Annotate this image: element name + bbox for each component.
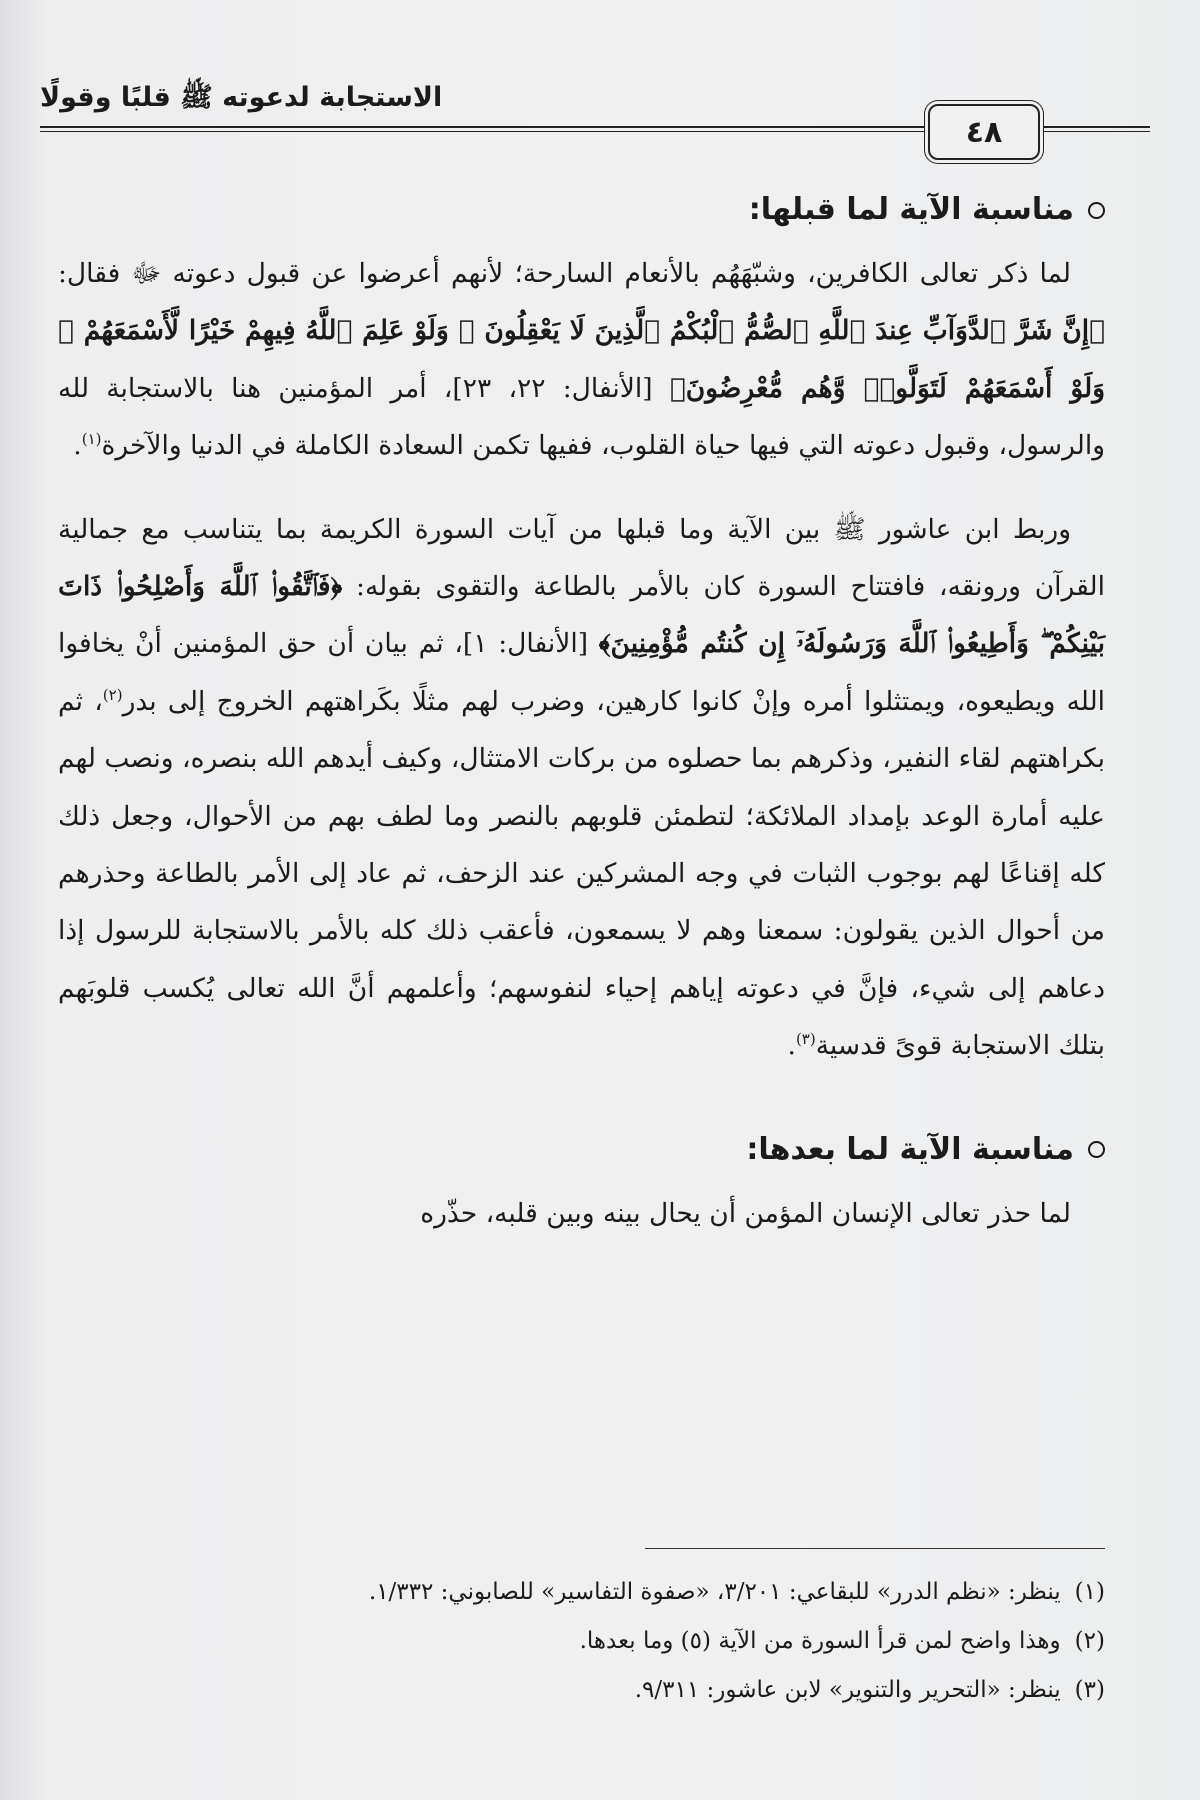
section-heading-after bbox=[58, 1115, 1105, 1185]
footnote-number: (٢) bbox=[1074, 1628, 1105, 1654]
paragraph-2 bbox=[58, 501, 1105, 1075]
paragraph-text: لما ذكر تعالى الكافرين، وشبّهَهُم بالأنعام السارحة؛ لأنهم أعرضوا عن قبول دعوته ﷻ فقال: bbox=[58, 258, 1071, 289]
footnote-text: ينظر: «التحرير والتنوير» لابن عاشور: ٩/٣١١. bbox=[634, 1677, 1061, 1703]
paragraph-1 bbox=[58, 245, 1105, 475]
circle-bullet-icon bbox=[1088, 1141, 1105, 1158]
footnotes bbox=[100, 1568, 1105, 1715]
footnote-item bbox=[100, 1617, 1105, 1666]
footnote-ref[interactable]: (٢) bbox=[102, 686, 123, 705]
circle-bullet-icon bbox=[1088, 202, 1105, 219]
footnote-text: ينظر: «نظم الدرر» للبقاعي: ٣/٢٠١، «صفوة التفاسير» للصابوني: ١/٣٣٢. bbox=[368, 1579, 1061, 1605]
main-text bbox=[58, 175, 1105, 1242]
paragraph-text: وربط ابن عاشور ﷺ بين الآية وما قبلها من آيات السورة الكريمة بما يتناسب مع جمالية القرآن ورونقه، فافتتاح السورة كان بالأمر بالطاعة والتقوى بقوله: bbox=[58, 513, 1105, 603]
quran-verse: ﴿فَٱتَّقُوا۟ ٱللَّهَ وَأَصْلِحُوا۟ ذَاتَ بَيْنِكُمْ ۖ وَأَطِيعُوا۟ ٱللَّهَ وَرَسُولَهُۥٓ إِن كُنتُم مُّؤْمِنِينَ﴾ bbox=[58, 571, 1105, 660]
quran-verse: ﴿إِنَّ شَرَّ ٱلدَّوَآبِّ عِندَ ٱللَّهِ ٱلصُّمُّ ٱلْبُكْمُ ٱلَّذِينَ لَا يَعْقِلُونَ ۞ وَلَوْ عَلِمَ ٱللَّهُ فِيهِمْ خَيْرًا لَّأَسْمَعَهُمْ ۖ وَلَوْ أَسْمَعَهُمْ لَتَوَلَّوا۟ وَّهُم مُّعْرِضُونَ﴾ bbox=[58, 315, 1105, 404]
footnote-text: وهذا واضح لمن قرأ السورة من الآية (٥) وما بعدها. bbox=[579, 1628, 1061, 1654]
footnote-item bbox=[100, 1666, 1105, 1715]
paragraph-text: ، ثم بكراهتهم لقاء النفير، وذكرهم بما حصلوه من بركات الامتثال، وكيف أيدهم الله بنصره، ونصب لهم عليه أمارة الوعد بإمداد الملائكة؛ لتطمئن قلوبهم بالنصر وما لطف بهم من الأحوال، وجعل ذلك كله إقناعًا لهم بوجوب الثبات في وجه المشركين عند الزحف، ثم عاد إلى الأمر بالطاعة وحذرهم من أحوال الذين يقولون: سمعنا وهم لا يسمعون، فأعقب ذلك كله بالأمر بالاستجابة للرسول إذا دعاهم إلى شيء، فإنَّ في دعوته إياهم إحياء لنفوسهم؛ وأعلمهم أنَّ الله تعالى يُكسب قلوبَهم بتلك الاستجابة قوىً قدسية bbox=[58, 685, 1105, 1062]
paragraph-text: . bbox=[787, 1030, 796, 1062]
paragraph-3: لما حذر تعالى الإنسان المؤمن أن يحال بينه وبين قلبه، حذّره bbox=[420, 1197, 1071, 1229]
footnote-ref[interactable]: (١) bbox=[81, 430, 102, 449]
paragraph-text: . bbox=[73, 430, 82, 462]
page-number: ٤٨ bbox=[928, 104, 1040, 160]
footnote-number: (٣) bbox=[1074, 1677, 1105, 1703]
footnote-item bbox=[100, 1568, 1105, 1617]
heading-text: مناسبة الآية لما بعدها: bbox=[746, 1131, 1074, 1167]
section-heading-before bbox=[58, 175, 1105, 245]
paragraph-text: [الأنفال: ١]، ثم بيان أن حق المؤمنين أنْ يخافوا الله ويطيعوه، ويمتثلوا أمره وإنْ كانوا كارهين، وضرب لهم مثلًا بكَراهتهم الخروج إلى بدر bbox=[58, 628, 1106, 717]
heading-text: مناسبة الآية لما قبلها: bbox=[748, 192, 1074, 227]
header-title: الاستجابة لدعوته ﷺ قلبًا وقولًا bbox=[40, 82, 443, 113]
footnote-number: (١) bbox=[1074, 1579, 1105, 1605]
footnote-separator bbox=[645, 1548, 1105, 1549]
paragraph-text: [الأنفال: ٢٢، ٢٣]، أمر المؤمنين هنا بالاستجابة لله والرسول، وقبول دعوته التي فيها حياة القلوب، ففيها تكمن السعادة الكاملة في الدنيا والآخرة bbox=[58, 372, 1105, 462]
footnote-ref[interactable]: (٣) bbox=[795, 1030, 816, 1049]
